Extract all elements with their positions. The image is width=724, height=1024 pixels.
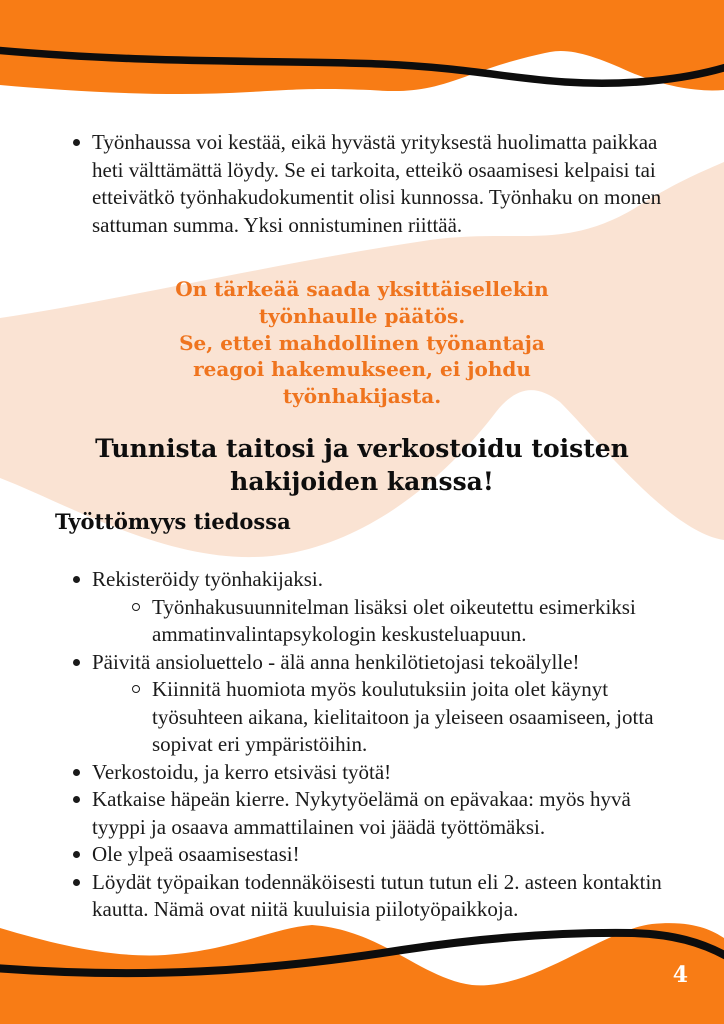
page-title-line: hakijoiden kanssa! [230,467,494,496]
callout-line: työnhakijasta. [282,384,442,409]
callout-line: Se, ettei mahdollinen työnantaja [179,330,545,355]
list-item-text: Päivitä ansioluettelo - älä anna henkilötietojasi tekoälylle! [92,649,580,674]
page-title-line: Tunnista taitosi ja verkostoidu toisten [95,434,629,463]
list-item-text: Ole ylpeä osaamisestasi! [92,842,300,866]
page-number: 4 [672,962,688,988]
list-item-text: Katkaise häpeän kierre. Nykytyöelämä on epävakaa: myös hyvä tyyppi ja osaava ammattilainen voi jäädä työttömäksi. [92,787,631,839]
callout-line: työnhaulle päätös. [258,303,466,328]
list-item-text: Löydät työpaikan todennäköisesti tutun tutun eli 2. asteen kontaktin kautta. Nämä ovat niitä kuuluisia piilotyöpaikkoja. [92,869,662,921]
list-item-text: Rekisteröidy työnhakijaksi. [92,567,323,591]
section-subheading: Työttömyys tiedossa [55,509,291,534]
list-item-text: Verkostoidu, ja kerro etsiväsi työtä! [92,759,392,784]
sub-list-item-text: Työnhakusuunnitelman lisäksi olet oikeutettu esimerkiksi ammatinvalintapsykologin keskusteluapuun. [152,594,636,646]
callout-line: On tärkeää saada yksittäisellekin [175,277,549,301]
intro-bullet-text: Työnhaussa voi kestää, eikä hyvästä yrityksestä huolimatta paikkaa heti välttämättä löydy. Se ei tarkoita, etteikö osaamisesi kelpaisi tai etteivätkö työnhakudokumentit olisi kunnossa. Työnhaku on monen sattuman summa. Yksi onnistuminen riittää. [92,130,662,237]
sub-list-item-text: Kiinnitä huomiota myös koulutuksiin joita olet käynyt työsuhteen aikana, kielitaitoon ja yleiseen osaamiseen, jotta sopivat eri ympäristöihin. [152,677,654,756]
callout-line: reagoi hakemukseen, ei johdu [193,357,531,382]
